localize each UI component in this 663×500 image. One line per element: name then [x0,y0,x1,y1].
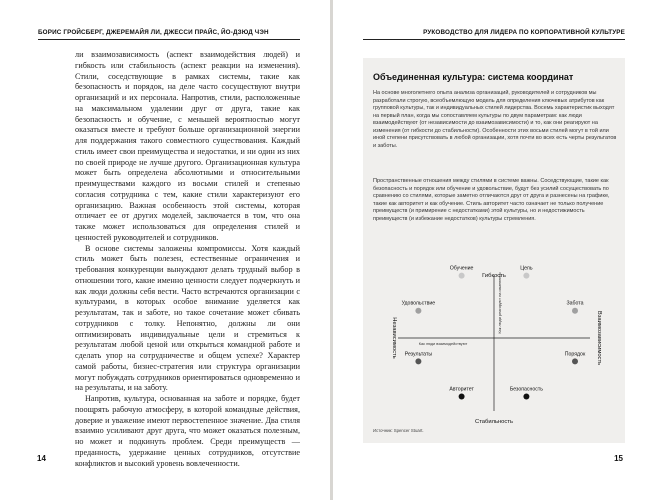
box-paragraph-1: На основе многолетнего опыта анализа организаций, руководителей и сотрудников мы разработали строгую, всеобъемлющую модель для определения ключевых атрибутов как групповой культуры, так и индивидуальных стилей лидерства. Восемь характеристик выходят на первый план, когда мы сопоставляем культуры по двум параметрам: как люди взаимодействуют (от независимости до взаимозависимости) и то, как они реагируют на изменения (от гибкости до стабильности). Особенности этих восьми стилей могут в той или иной степени присутствовать в любой организации, хотя почти во всех есть черты результатов и заботы. [373,90,617,149]
chart-point-7 [459,394,465,400]
left-page [0,0,330,500]
left-paragraph-2: В основе системы заложены компромиссы. Хотя каждый стиль может быть полезен, естественные ограничения и требования конкуренции вынуждают делать трудный выбор в отношении того, какие именно ценности следует подчеркнуть и как люди должны себя вести. Часто встречаются организации с культурами, в которых особое внимание уделяется как результатам, так и заботе, но такое сочетание может сбивать сотрудников с толку. Непонятно, должны ли они оптимизировать индивидуальные цели и стремиться к результатам любой ценой или открыться командной работе и сделать упор на сотрудничестве и общем успехе? Характер самой работы, бизнес-стратегия или структура организации могут побуждать сотрудников ориентироваться одновременно и на результаты, и на заботу. [75,243,300,393]
chart-point-label-7: Авторитет [449,386,474,393]
chart-point-label-6: Порядок [564,351,586,358]
left-header-rule [38,39,300,40]
left-page-number: 14 [37,454,46,463]
left-running-head: БОРИС ГРОЙСБЕРГ, ДЖЕРЕМАЙЯ ЛИ, ДЖЕССИ ПРАЙС, ЙО-ДЗЮД ЧЭН [38,29,269,36]
axis-note-horizontal: Как люди взаимодействуют [418,342,468,346]
right-page-number: 15 [614,454,623,463]
right-page [333,0,663,500]
right-running-head: РУКОВОДСТВО ДЛЯ ЛИДЕРА ПО КОРПОРАТИВНОЙ КУЛЬТУРЕ [423,29,625,36]
axis-label-left: Независимость [391,317,397,359]
chart-point-6 [572,358,578,364]
chart-point-label-3: Удовольствие [401,300,436,307]
chart-point-5 [415,358,421,364]
chart-point-label-8: Безопасность [509,386,543,393]
chart-point-label-1: Обучение [449,265,474,272]
axis-label-top: Гибкость [482,273,506,279]
chart-point-label-4: Забота [566,300,584,307]
culture-coordinate-chart [363,0,625,440]
axis-note-vertical: Как люди реагируют на изменения [498,272,502,334]
chart-point-8 [523,394,529,400]
chart-point-1 [459,273,465,279]
chart-point-3 [415,308,421,314]
box-paragraph-2: Пространственные отношения между стилями в системе важны. Соседствующие, такие как безопасность и порядок или обучение и удовольствие, будут без усилий сосуществовать по сравнению со стилями, которые заметно отличаются друг от друга и разнесены на графике, такие как авторитет и как обучение. Стиль авторитет часто означает не только получение преимуществ (и примирение с недостатками) этой культуры, но и недостижимость преимуществ (и избежание недостатков) культуры стремления. [373,178,610,222]
chart-point-2 [523,273,529,279]
chart-source: Источник: Spencer Stuart. [373,428,424,433]
chart-point-4 [572,308,578,314]
axis-label-bottom: Стабильность [475,419,513,425]
axis-label-right: Взаимозависимость [596,310,602,366]
box-title: Объединенная культура: система координат [373,72,574,82]
left-paragraph-3: Напротив, культура, основанная на заботе и порядке, будет поощрять рабочую атмосферу, в которой командные действия, доверие и уважение имеют первостепенное значение. Два стиля взаимно усиливают друг друга, что может оказаться полезным, но может и подкинуть проблем. Среди преимуществ — преданность, удержание ценных сотрудников, отсутствие конфликтов и высокий уровень вовлеченности. [75,394,300,468]
chart-point-label-2: Цель [520,265,533,272]
left-body-text [75,50,300,469]
left-paragraph-1: ли взаимозависимость (аспект взаимодействия людей) и гибкость или стабильность (аспект реакции на изменения). Стили, соседствующие в рамках системы, такие как безопасность и порядок, на деле часто сосуществуют внутри организаций и их персонала. Напротив, стили, расположенные на максимальном удалении друг от друга, такие как безопасность и обучение, с меньшей вероятностью могут оказаться вместе и требуют больше организационной энергии для поддержания такого совместного существования. Каждый стиль имеет свои преимущества и недостатки, и ни один из них по своей природе не лучше другого. Организационная культура может быть определена абсолютными и относительными преимуществами каждого из восьми стилей и степенью согласия сотрудника с тем, какие стили характеризуют его организацию. Важная особенность этой системы, которая отличает ее от других моделей, заключается в том, что она также может использоваться для определения стилей и ценностей руководителей и сотрудников. [75,50,300,242]
chart-point-label-5: Результаты [404,351,433,358]
